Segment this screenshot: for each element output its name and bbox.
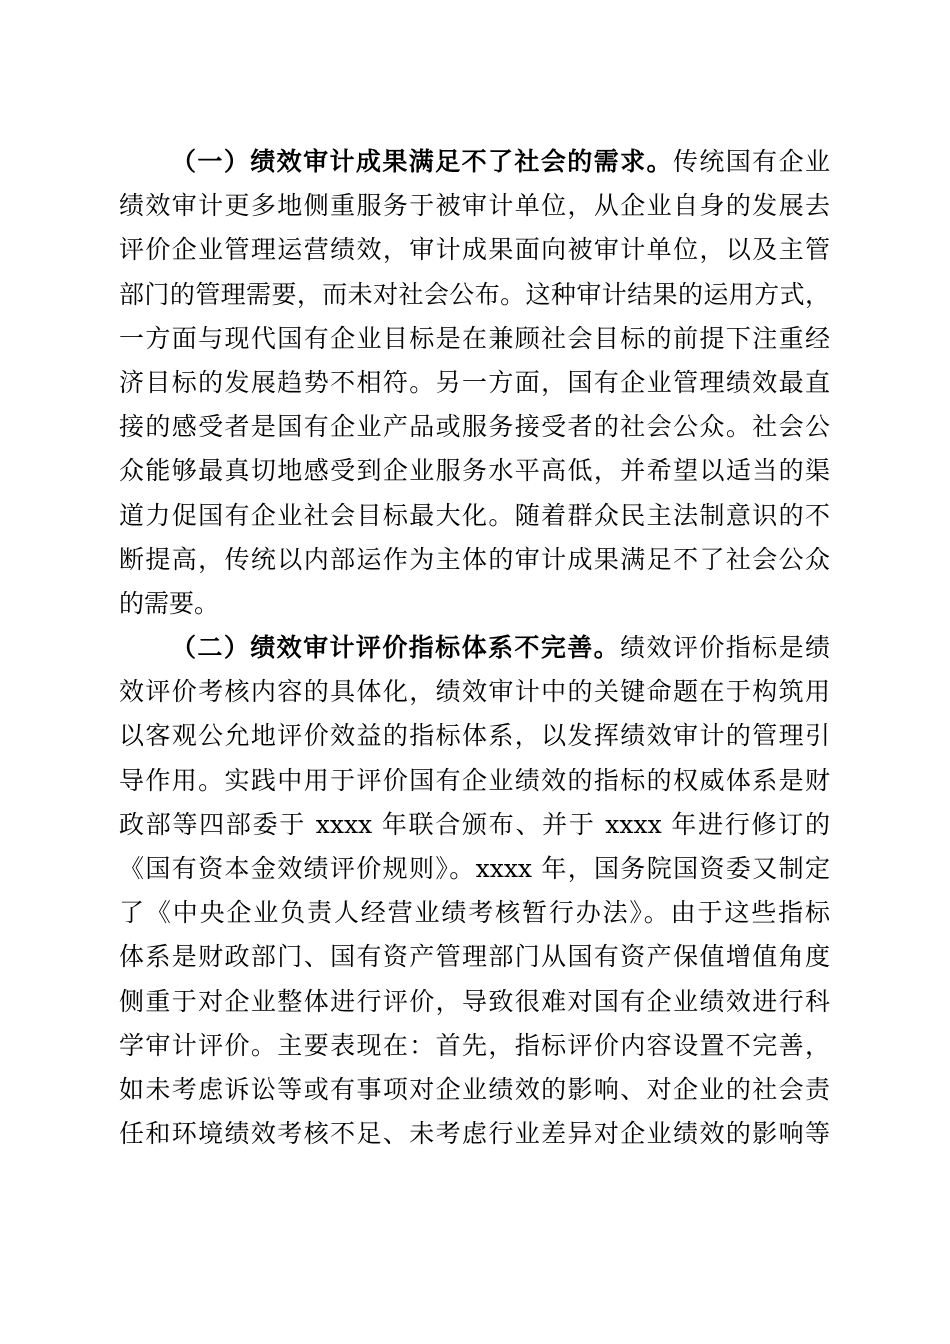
paragraph-line: 接的感受者是国有企业产品或服务接受者的社会公众。社会公 (119, 412, 830, 442)
paragraph-line: 如未考虑诉讼等或有事项对企业绩效的影响、对企业的社会责 (119, 1074, 830, 1104)
line-text: 绩效评价指标是绩 (620, 633, 830, 663)
paragraph-line: 导作用。实践中用于评价国有企业绩效的指标的权威体系是财 (119, 765, 830, 795)
paragraph-line: 侧重于对企业整体进行评价，导致很难对国有企业绩效进行科 (119, 986, 830, 1016)
paragraph-1 (119, 140, 830, 626)
paragraph-line: 政部等四部委于 xxxx 年联合颁布、并于 xxxx 年进行修订的 (119, 809, 830, 839)
paragraph-line: 道力促国有企业社会目标最大化。随着群众民主法制意识的不 (119, 500, 830, 530)
paragraph-line: 一方面与现代国有企业目标是在兼顾社会目标的前提下注重经 (119, 323, 830, 353)
paragraph-2 (119, 626, 830, 1156)
paragraph-line (119, 140, 830, 184)
line-text: 传统国有企业 (672, 147, 830, 176)
section-heading: （二）绩效审计评价指标体系不完善。 (171, 633, 621, 663)
paragraph-line: 断提高，传统以内部运作为主体的审计成果满足不了社会公众 (119, 544, 830, 574)
paragraph-line (119, 626, 830, 670)
paragraph-line: 济目标的发展趋势不相符。另一方面，国有企业管理绩效最直 (119, 367, 830, 397)
paragraph-line: 绩效审计更多地侧重服务于被审计单位，从企业自身的发展去 (119, 191, 830, 221)
paragraph-line: 以客观公允地评价效益的指标体系，以发挥绩效审计的管理引 (119, 721, 830, 751)
paragraph-line: 《国有资本金效绩评价规则》。xxxx 年，国务院国资委又制定 (119, 854, 830, 883)
paragraph-line: 的需要。 (119, 588, 220, 618)
paragraph-line: 部门的管理需要，而未对社会公布。这种审计结果的运用方式， (119, 279, 830, 309)
paragraph-line: 评价企业管理运营绩效，审计成果面向被审计单位，以及主管 (119, 235, 830, 265)
paragraph-line: 众能够最真切地感受到企业服务水平高低，并希望以适当的渠 (119, 456, 830, 486)
section-heading: （一）绩效审计成果满足不了社会的需求。 (171, 147, 673, 176)
body-text (119, 140, 830, 1156)
paragraph-line: 效评价考核内容的具体化，绩效审计中的关键命题在于构筑用 (119, 677, 830, 707)
paragraph-line: 体系是财政部门、国有资产管理部门从国有资产保值增值角度 (119, 942, 830, 972)
paragraph-line: 了《中央企业负责人经营业绩考核暂行办法》。由于这些指标 (119, 898, 830, 928)
paragraph-line: 学审计评价。主要表现在：首先，指标评价内容设置不完善， (119, 1030, 830, 1060)
paragraph-line: 任和环境绩效考核不足、未考虑行业差异对企业绩效的影响等 (119, 1119, 830, 1149)
